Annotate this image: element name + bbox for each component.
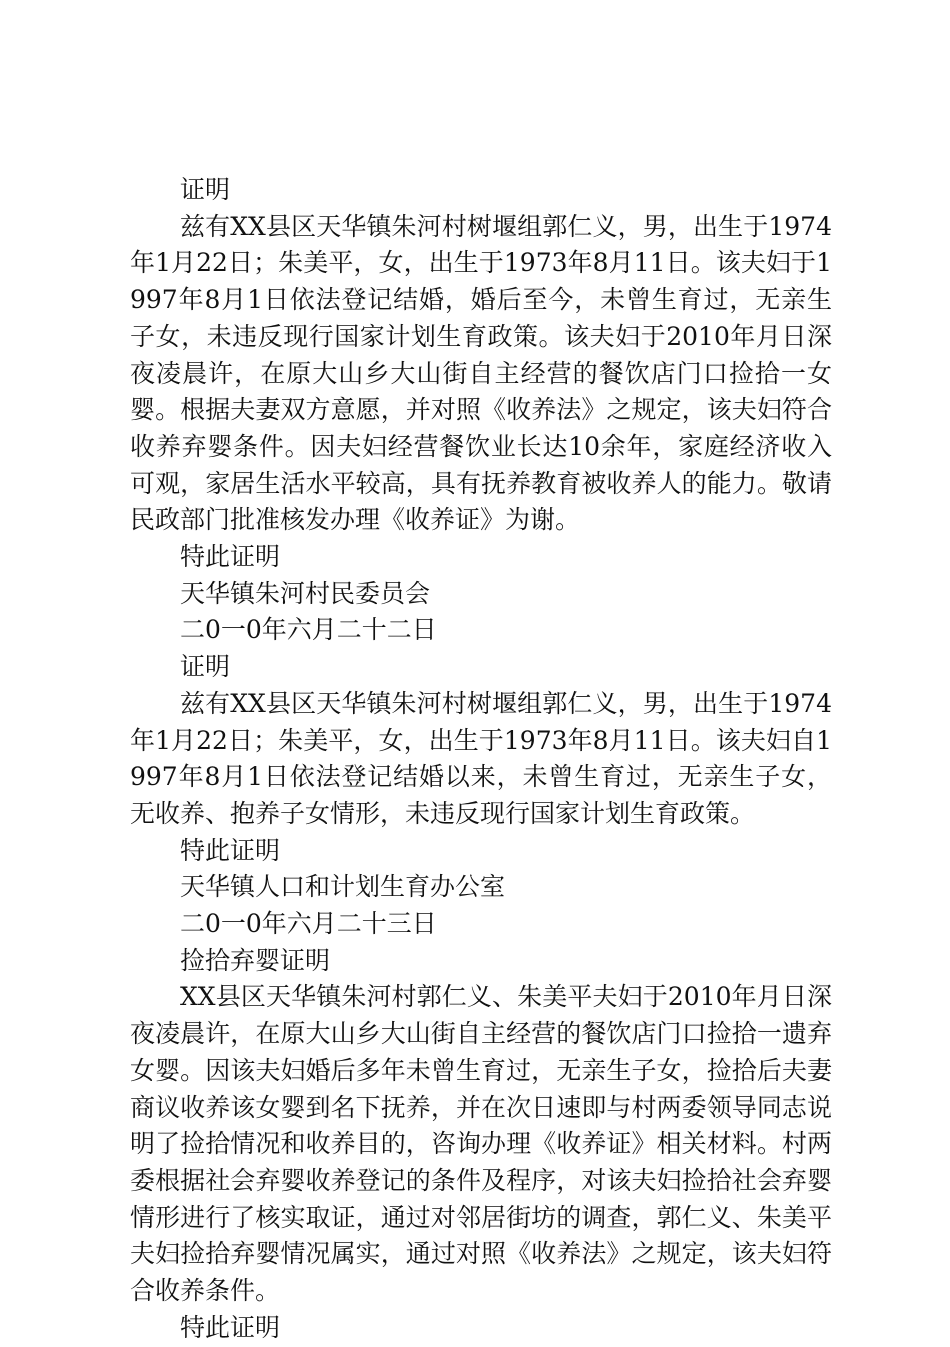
paragraph-family-planning-certificate: 兹有XX县区天华镇朱河村树堰组郭仁义，男，出生于1974年1月22日；朱美平，女，出生于1973年8月11日。该夫妇自1997年8月1日依法登记结婚以来，未曾生育过，无亲生子女，无收养、抱养子女情形，未违反现行国家计划生育政策。 bbox=[130, 688, 832, 828]
paragraph-village-certificate: 兹有XX县区天华镇朱河村树堰组郭仁义，男，出生于1974年1月22日；朱美平，女，出生于1973年8月11日。该夫妇于1997年8月1日依法登记结婚，婚后至今，未曾生育过，无亲生子女，未违反现行国家计划生育政策。该夫妇于2010年月日深夜凌晨许，在原大山乡大山街自主经营的餐饮店门口捡拾一女婴。根据夫妻双方意愿，并对照《收养法》之规定，该夫妇符合收养弃婴条件。因夫妇经营餐饮业长达10余年，家庭经济收入可观，家居生活水平较高，具有抚养教育被收养人的能力。敬请民政部门批准核发办理《收养证》为谢。 bbox=[130, 211, 832, 535]
closing-phrase-2: 特此证明 bbox=[180, 835, 281, 865]
heading-certificate-1: 证明 bbox=[180, 175, 231, 204]
closing-phrase-3: 特此证明 bbox=[180, 1312, 281, 1342]
issuer-village-committee: 天华镇朱河村民委员会 bbox=[180, 578, 431, 608]
heading-certificate-2: 证明 bbox=[180, 652, 231, 682]
date-1: 二0一0年六月二十二日 bbox=[180, 615, 437, 645]
date-2: 二0一0年六月二十三日 bbox=[180, 909, 437, 939]
issuer-family-planning-office: 天华镇人口和计划生育办公室 bbox=[180, 872, 506, 902]
heading-foundling-certificate: 捡拾弃婴证明 bbox=[180, 945, 331, 975]
closing-phrase-1: 特此证明 bbox=[180, 542, 281, 572]
document-body bbox=[130, 172, 832, 1347]
paragraph-foundling-certificate: XX县区天华镇朱河村郭仁义、朱美平夫妇于2010年月日深夜凌晨许，在原大山乡大山街自主经营的餐饮店门口捡拾一遗弃女婴。因该夫妇婚后多年未曾生育过，无亲生子女，捡拾后夫妻商议收养该女婴到名下抚养，并在次日速即与村两委领导同志说明了捡拾情况和收养目的，咨询办理《收养证》相关材料。村两委根据社会弃婴收养登记的条件及程序，对该夫妇捡拾社会弃婴情形进行了核实取证，通过对邻居街坊的调查，郭仁义、朱美平夫妇捡拾弃婴情况属实，通过对照《收养法》之规定，该夫妇符合收养条件。 bbox=[130, 982, 832, 1306]
